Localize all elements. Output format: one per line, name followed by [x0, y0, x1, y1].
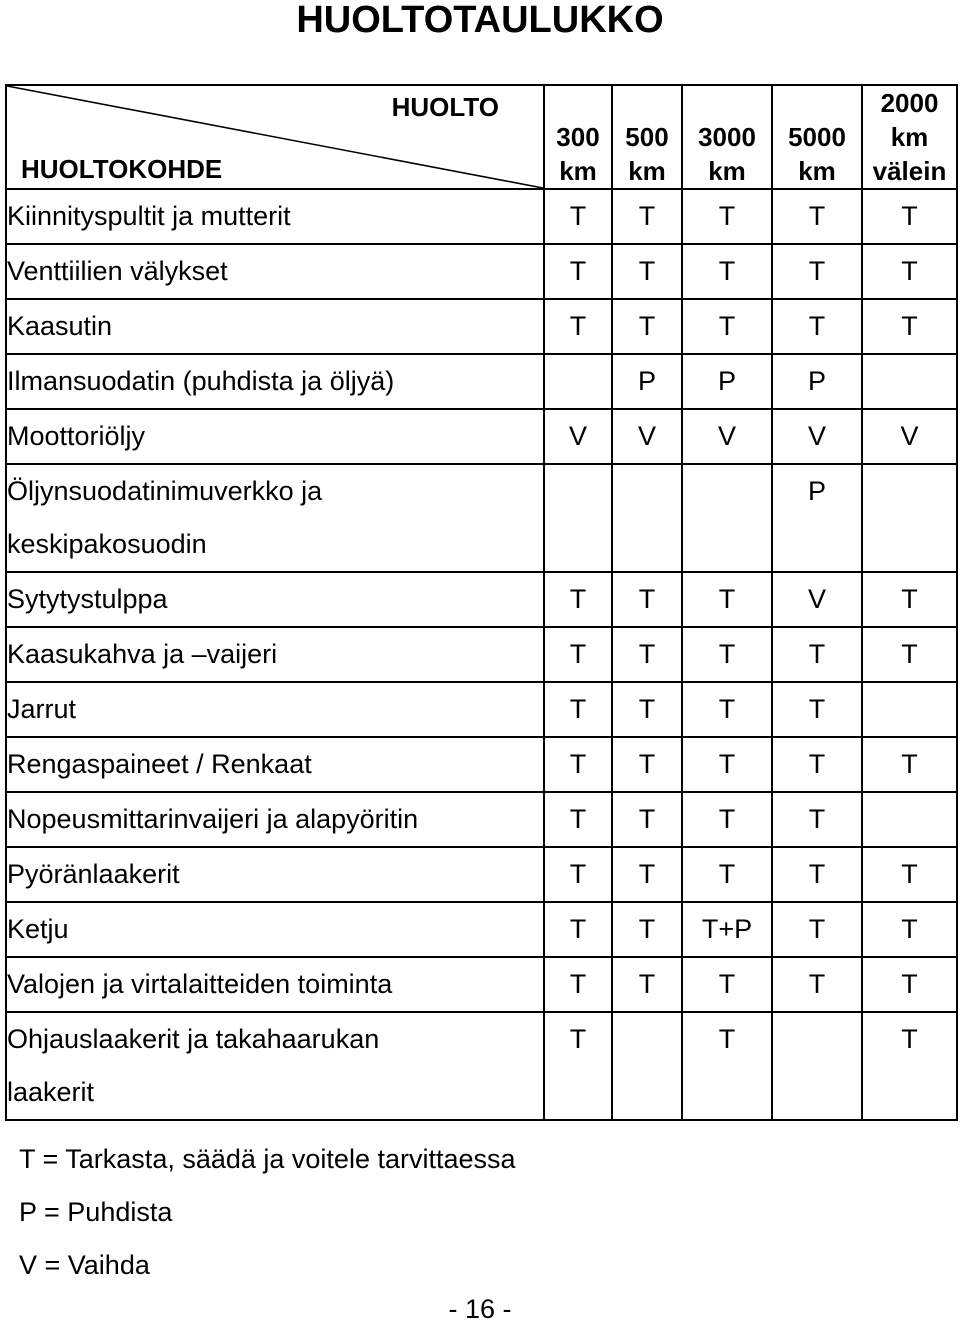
interval-header-500: 500 km	[612, 85, 682, 189]
service-item-label: Ketju	[7, 914, 69, 944]
interval-value-cell: T	[772, 902, 862, 957]
interval-value-cell: T	[772, 244, 862, 299]
service-item-label: Kiinnityspultit ja mutterit	[7, 201, 291, 231]
service-item-label: Valojen ja virtalaitteiden toiminta	[7, 969, 393, 999]
table-row	[6, 299, 957, 354]
interval-value-cell	[862, 682, 957, 737]
service-item-cell	[6, 464, 544, 572]
service-item-cell	[6, 682, 544, 737]
interval-value-cell: P	[612, 354, 682, 409]
table-row	[6, 409, 957, 464]
table-row	[6, 847, 957, 902]
interval-value-cell: T	[862, 902, 957, 957]
interval-value-cell: T	[682, 189, 772, 244]
interval-value-cell: T	[612, 792, 682, 847]
interval-value-cell	[682, 464, 772, 572]
interval-value-cell: T	[682, 627, 772, 682]
interval-value-cell: T	[544, 847, 612, 902]
interval-value-cell: T	[612, 957, 682, 1012]
interval-value-cell: T	[862, 189, 957, 244]
service-item-cell	[6, 627, 544, 682]
interval-value-cell: T	[772, 189, 862, 244]
page-number: - 16 -	[448, 1294, 512, 1324]
interval-value-cell: T	[862, 847, 957, 902]
interval-value-cell: T	[772, 847, 862, 902]
interval-value-cell: V	[682, 409, 772, 464]
maintenance-table	[5, 84, 958, 1121]
table-row	[6, 682, 957, 737]
service-item-cell	[6, 957, 544, 1012]
interval-value-cell	[544, 464, 612, 572]
interval-value-cell: T	[772, 682, 862, 737]
service-item-cell	[6, 1012, 544, 1120]
service-item-label: Jarrut	[7, 694, 77, 724]
header-huolto: HUOLTO	[391, 92, 499, 122]
service-item-label: Kaasutin	[7, 311, 113, 341]
interval-value-cell: T	[682, 792, 772, 847]
interval-value-cell: T	[544, 957, 612, 1012]
interval-value-cell: T	[772, 792, 862, 847]
interval-value-cell: V	[772, 572, 862, 627]
interval-value-cell	[862, 464, 957, 572]
interval-value-cell: T	[612, 627, 682, 682]
interval-value-cell	[772, 1012, 862, 1120]
interval-value-cell: T	[862, 572, 957, 627]
service-item-cell	[6, 572, 544, 627]
interval-value-cell: T	[682, 1012, 772, 1120]
interval-value-cell: T	[862, 627, 957, 682]
interval-header-3000: 3000 km	[682, 85, 772, 189]
legend-item-t: T = Tarkasta, säädä ja voitele tarvittaessa	[19, 1144, 516, 1174]
service-item-label-line2: keskipakosuodin	[7, 529, 207, 559]
interval-value-cell: T	[772, 299, 862, 354]
interval-header-300: 300 km	[544, 85, 612, 189]
interval-header-2000-valein: 2000 km välein	[862, 85, 957, 189]
interval-value-cell: T	[862, 737, 957, 792]
service-item-label: Sytytystulppa	[7, 584, 168, 614]
interval-value-cell: T	[544, 902, 612, 957]
service-item-cell	[6, 902, 544, 957]
interval-value-cell: T	[682, 572, 772, 627]
interval-value-cell: T	[682, 737, 772, 792]
interval-value-cell: T	[612, 902, 682, 957]
service-item-label: Nopeusmittarinvaijeri ja alapyöritin	[7, 804, 419, 834]
service-item-label: Ilmansuodatin (puhdista ja öljyä)	[7, 366, 395, 396]
service-item-cell	[6, 792, 544, 847]
service-item-label: Venttiilien välykset	[7, 256, 228, 286]
interval-value-cell: T	[612, 244, 682, 299]
interval-value-cell: P	[772, 354, 862, 409]
interval-value-cell: T	[612, 299, 682, 354]
table-header-row	[6, 85, 957, 189]
service-item-cell	[6, 354, 544, 409]
interval-value-cell: T	[544, 627, 612, 682]
table-row	[6, 244, 957, 299]
interval-value-cell	[544, 354, 612, 409]
table-row	[6, 464, 957, 572]
interval-value-cell: T	[612, 682, 682, 737]
interval-header-5000: 5000 km	[772, 85, 862, 189]
interval-value-cell: T	[772, 737, 862, 792]
interval-value-cell: T	[544, 682, 612, 737]
legend	[19, 1133, 516, 1292]
interval-value-cell: T	[544, 244, 612, 299]
service-item-label: Pyöränlaakerit	[7, 859, 180, 889]
interval-value-cell: T	[612, 847, 682, 902]
service-item-label: Rengaspaineet / Renkaat	[7, 749, 312, 779]
service-item-label-line2: laakerit	[7, 1077, 95, 1107]
interval-value-cell: V	[862, 409, 957, 464]
service-item-cell	[6, 299, 544, 354]
interval-value-cell: T	[612, 572, 682, 627]
interval-value-cell: T	[544, 189, 612, 244]
interval-value-cell: T	[862, 244, 957, 299]
service-item-label: Ohjauslaakerit ja takahaarukan	[7, 1024, 380, 1054]
interval-value-cell: V	[772, 409, 862, 464]
interval-value-cell	[862, 354, 957, 409]
interval-value-cell: T	[772, 627, 862, 682]
legend-item-v: V = Vaihda	[19, 1250, 150, 1280]
legend-item-p: P = Puhdista	[19, 1197, 173, 1227]
interval-value-cell: V	[544, 409, 612, 464]
corner-header-cell	[6, 85, 544, 189]
table-row	[6, 354, 957, 409]
service-item-label: Moottoriöljy	[7, 421, 146, 451]
interval-value-cell: P	[772, 464, 862, 572]
interval-value-cell: T	[772, 957, 862, 1012]
interval-value-cell: T	[544, 792, 612, 847]
service-item-cell	[6, 847, 544, 902]
interval-value-cell: T	[544, 572, 612, 627]
interval-value-cell: T	[682, 244, 772, 299]
table-row	[6, 189, 957, 244]
interval-value-cell: T	[682, 957, 772, 1012]
service-item-cell	[6, 737, 544, 792]
interval-value-cell: T	[544, 1012, 612, 1120]
interval-value-cell: T	[612, 737, 682, 792]
interval-value-cell: P	[682, 354, 772, 409]
interval-value-cell	[862, 792, 957, 847]
service-item-cell	[6, 244, 544, 299]
interval-value-cell: T	[682, 299, 772, 354]
interval-value-cell: T	[862, 957, 957, 1012]
interval-value-cell: T	[612, 189, 682, 244]
service-item-label: Öljynsuodatinimuverkko ja	[7, 476, 323, 506]
service-item-label: Kaasukahva ja –vaijeri	[7, 639, 278, 669]
interval-value-cell: T	[544, 299, 612, 354]
service-item-cell	[6, 189, 544, 244]
interval-value-cell: T	[862, 1012, 957, 1120]
interval-value-cell: T	[682, 847, 772, 902]
table-row	[6, 737, 957, 792]
interval-value-cell: T+P	[682, 902, 772, 957]
service-item-cell	[6, 409, 544, 464]
table-row	[6, 792, 957, 847]
table-row	[6, 902, 957, 957]
interval-value-cell	[612, 464, 682, 572]
interval-value-cell: T	[862, 299, 957, 354]
interval-value-cell: V	[612, 409, 682, 464]
table-row	[6, 627, 957, 682]
interval-value-cell: T	[544, 737, 612, 792]
table-row	[6, 572, 957, 627]
interval-value-cell	[612, 1012, 682, 1120]
page-title: HUOLTOTAULUKKO	[296, 0, 664, 41]
header-huoltokohde: HUOLTOKOHDE	[21, 154, 223, 184]
interval-value-cell: T	[682, 682, 772, 737]
table-row	[6, 957, 957, 1012]
table-row	[6, 1012, 957, 1120]
